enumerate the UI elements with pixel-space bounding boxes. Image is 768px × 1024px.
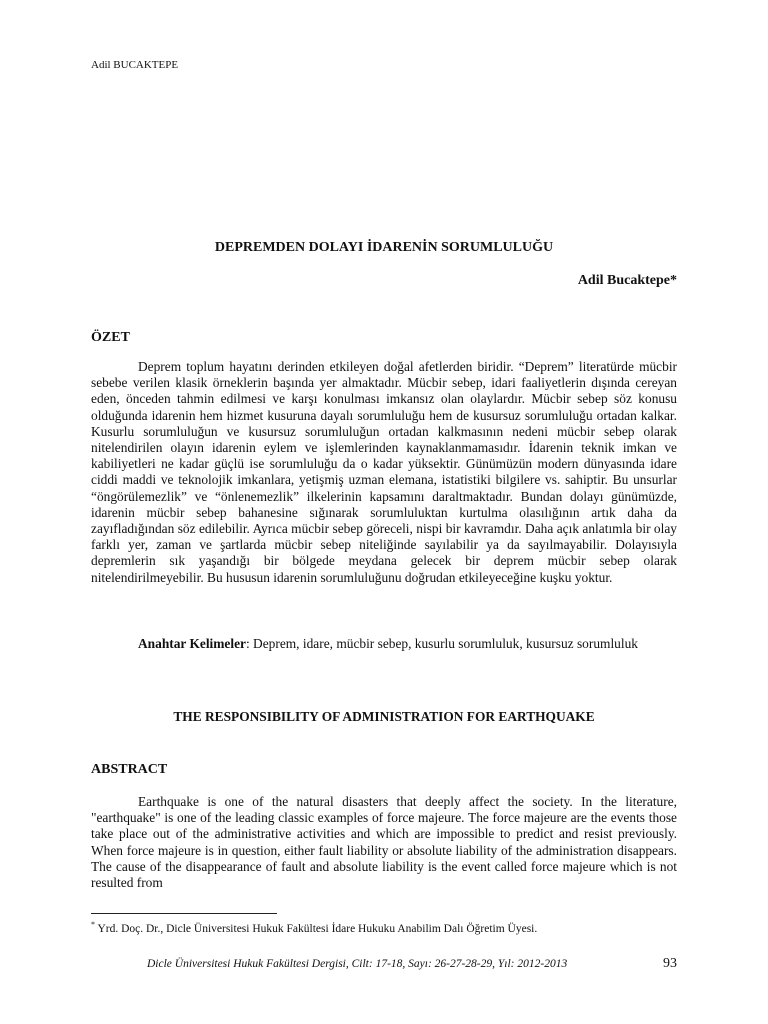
page-number: 93	[663, 956, 677, 971]
keywords-text: Deprem, idare, mücbir sebep, kusurlu sorumluluk, kusursuz sorumluluk	[249, 636, 638, 651]
footnote-text: Yrd. Doç. Dr., Dicle Üniversitesi Hukuk Fakültesi İdare Hukuku Anabilim Dalı Öğretim Üyesi.	[95, 922, 538, 935]
abstract-text: Earthquake is one of the natural disasters that deeply affect the society. In the literature, "earthquake" is one of the leading classic examples of force majeure. The force majeure are the events those take place out of the administrative activities and which are impossible to predict and resist previously. When force majeure is in question, either fault liability or absolute liability of the administration disappears. The cause of the disappearance of fault and absolute liability is the event called force majeure which is not resulted from	[91, 794, 677, 891]
footnote-divider	[91, 913, 277, 914]
journal-citation: Dicle Üniversitesi Hukuk Fakültesi Dergisi, Cilt: 17-18, Sayı: 26-27-28-29, Yıl: 2012-2013	[147, 958, 568, 970]
footnote	[91, 920, 537, 935]
article-title-english: THE RESPONSIBILITY OF ADMINISTRATION FOR EARTHQUAKE	[173, 709, 595, 724]
running-head: Adil BUCAKTEPE	[91, 59, 179, 71]
abstract-paragraph	[91, 794, 677, 891]
keywords-label: Anahtar Kelimeler	[138, 636, 246, 651]
abstract-heading: ABSTRACT	[91, 762, 168, 777]
footnote-marker: *	[91, 920, 95, 929]
keywords-paragraph	[91, 636, 677, 652]
ozet-heading: ÖZET	[91, 330, 130, 345]
ozet-paragraph	[91, 359, 677, 586]
ozet-text: Deprem toplum hayatını derinden etkileyen doğal afetlerden biridir. “Deprem” literatürde mücbir sebebe verilen klasik örneklerin başında yer almaktadır. Mücbir sebep, idari faaliyetlerin dışında cereyan eden, önceden tahmin edilmesi ve karşı konulması imkansız olan olaylardır. Mücbir sebep söz konusu olduğunda idarenin hem hizmet kusuruna dayalı sorumluluğu hem de kusursuz sorumluluğu ortadan kalkar. Kusurlu sorumluluğun ve kusursuz sorumluluğun ortadan kalkmasının nedeni mücbir sebep olarak nitelendirilen olayın idarenin eylem ve işlemlerinden kaynaklanmamasıdır. İdarenin teknik imkan ve kabiliyetleri ne kadar güçlü ise sorumluluğu da o kadar yüksektir. Günümüzün modern dünyasında idare ciddi maddi ve teknolojik imkanlara, yetişmiş uzman elemana, istatistiki bilgilere vs. sahiptir. Bu unsurlar “öngörülemezlik” ve “önlenemezlik” ilkelerinin kapsamını daraltmaktadır. Bundan dolayı günümüzde, idarenin mücbir sebep bahanesine sığınarak sorumluluktan kurtulma olasılığının artık daha da zayıfladığından söz edilebilir. Ayrıca mücbir sebep göreceli, nispi bir kavramdır. Daha açık anlatımla bir olay farklı yer, zaman ve şartlarda mücbir sebep niteliğinde sayılabilir ya da sayılmayabilir. Dolayısıyla depremlerin sık yaşandığı bir bölgede meydana gelecek bir deprem mücbir sebep olarak nitelendirilmeyebilir. Bu hususun idarenin sorumluluğunu doğrudan etkileyeceğine kuşku yoktur.	[91, 359, 677, 585]
article-title-turkish: DEPREMDEN DOLAYI İDARENİN SORUMLULUĞU	[214, 240, 554, 255]
keywords-separator: :	[245, 636, 250, 651]
author-name: Adil Bucaktepe*	[577, 273, 677, 288]
